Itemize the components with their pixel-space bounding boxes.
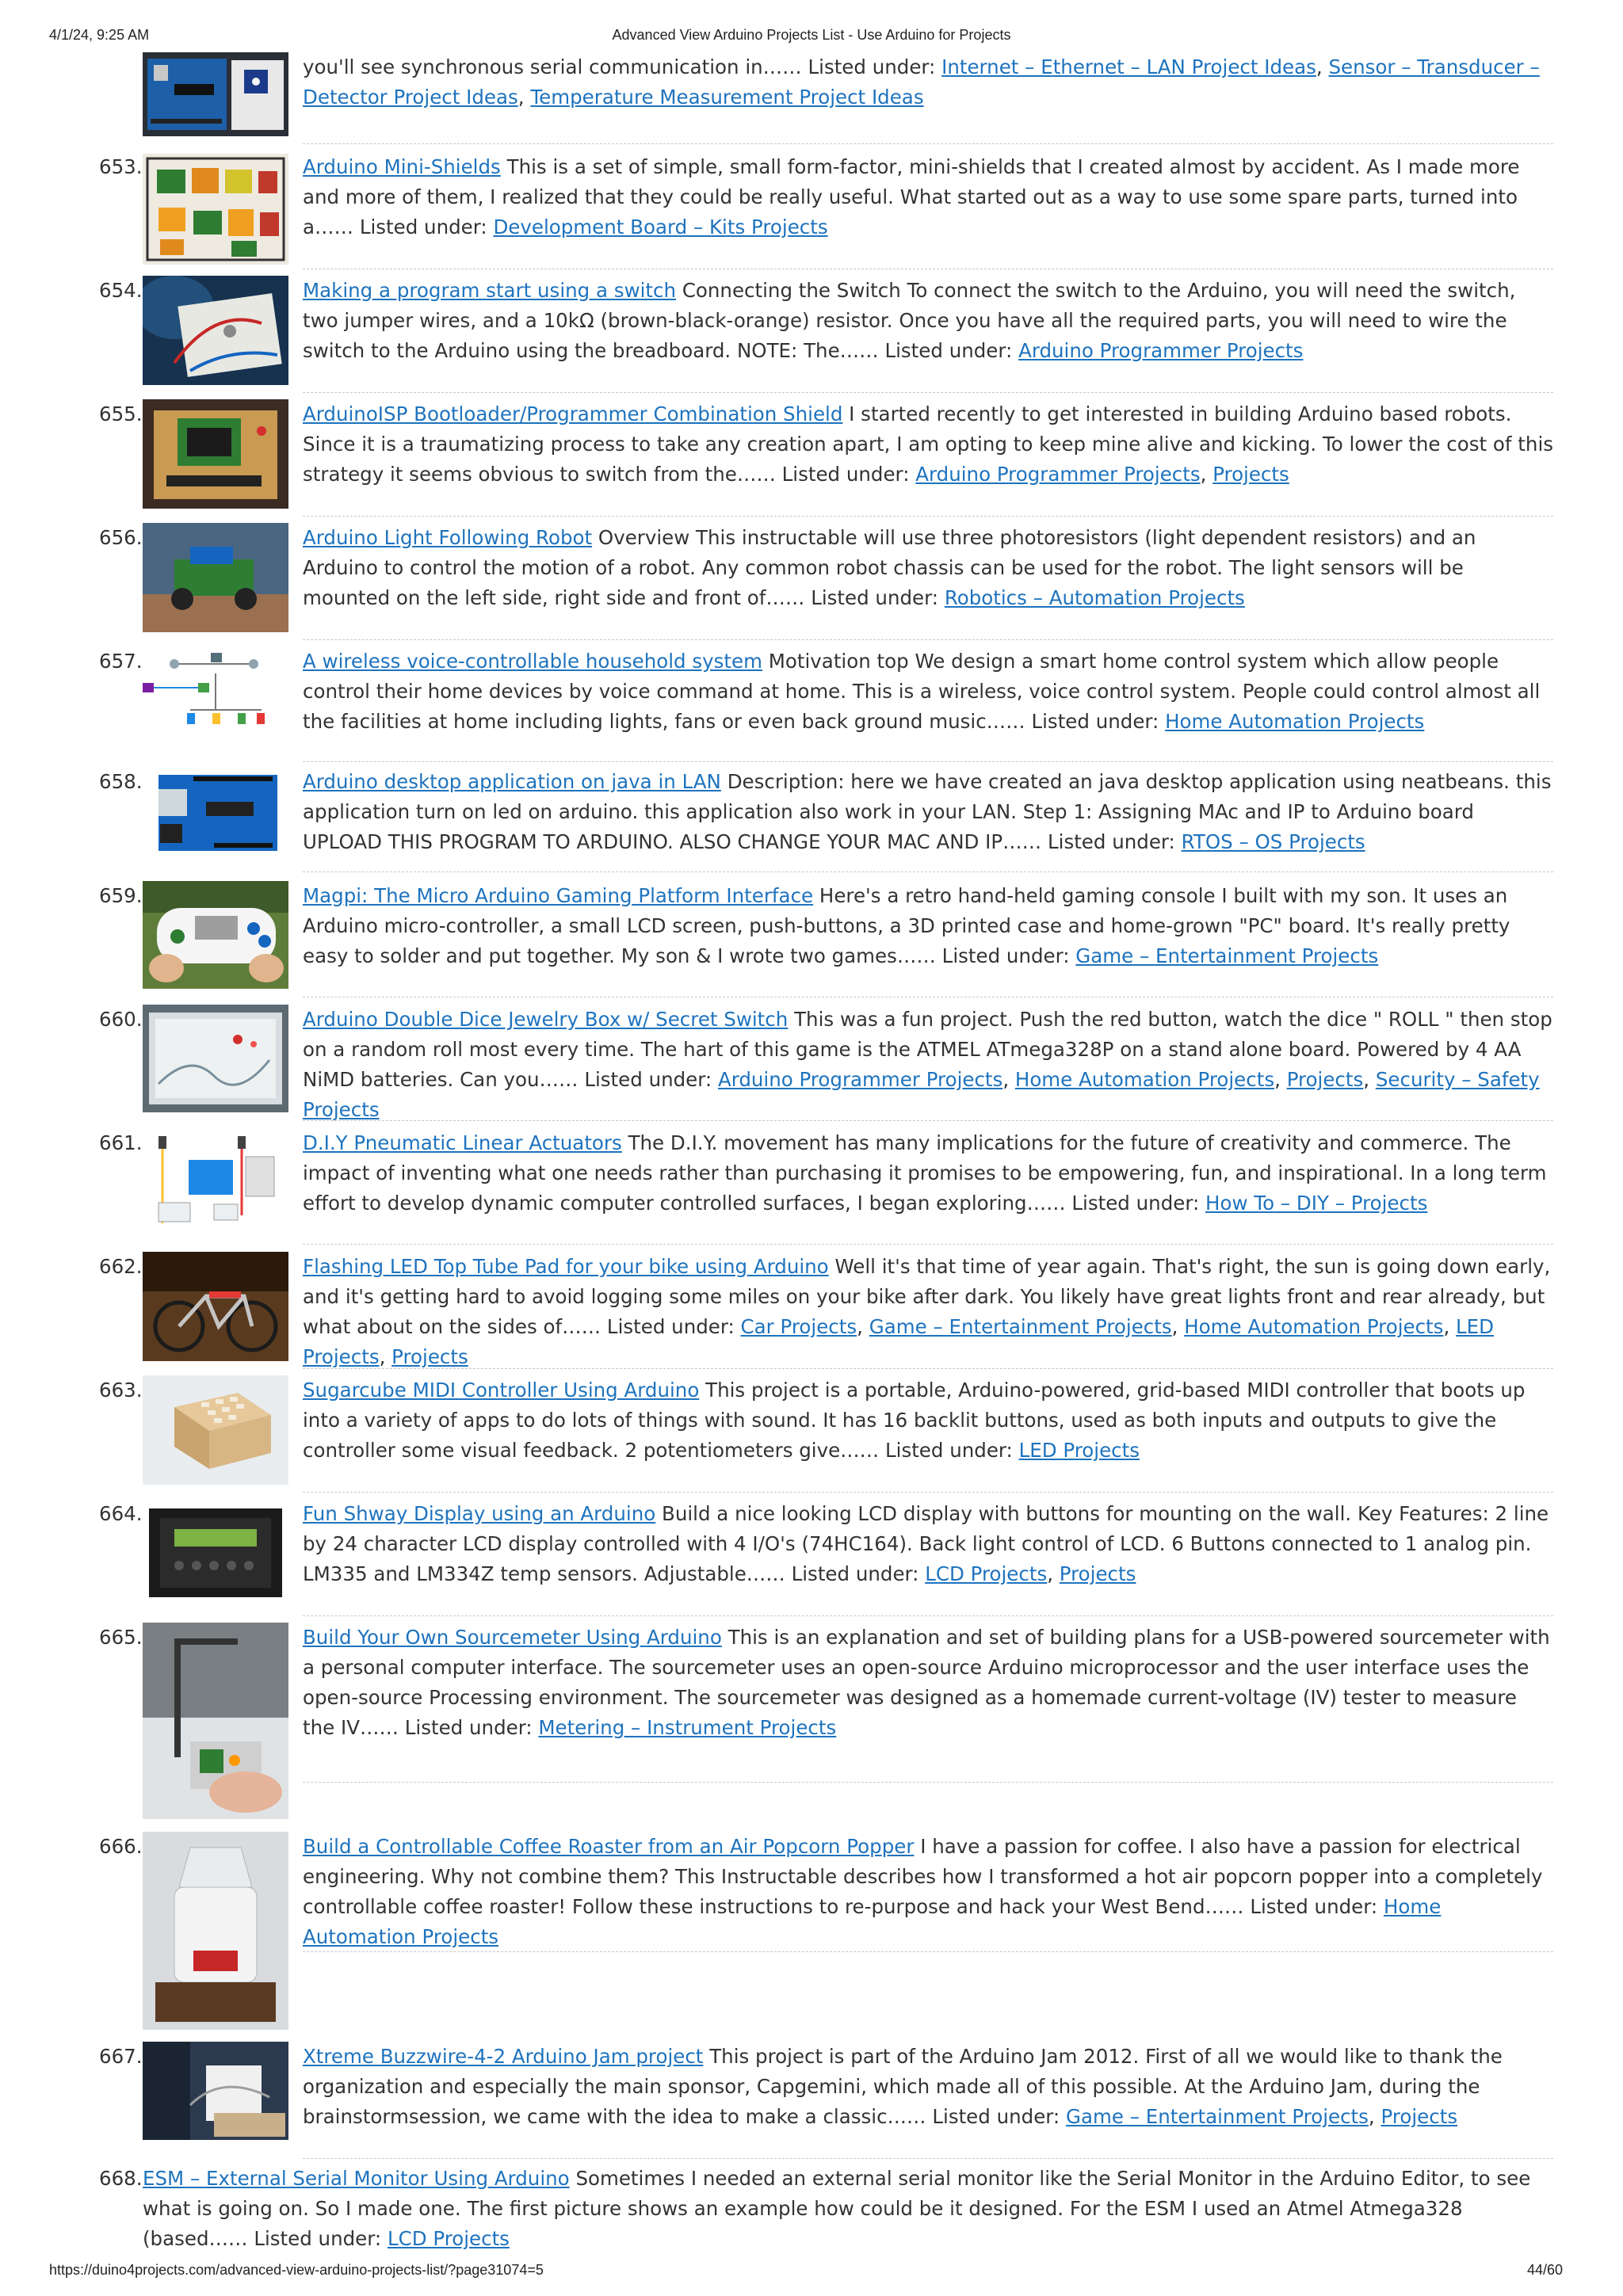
category-link[interactable]: Arduino Programmer Projects bbox=[717, 1068, 1003, 1091]
print-datetime: 4/1/24, 9:25 AM bbox=[49, 27, 150, 43]
entry-text bbox=[303, 1128, 1553, 1219]
category-link[interactable]: Security – Safety Projects bbox=[303, 1068, 1540, 1121]
category-link[interactable]: Home Automation Projects bbox=[1165, 710, 1425, 733]
entry-number: 655. bbox=[99, 402, 143, 425]
category-link[interactable]: Car Projects bbox=[740, 1315, 857, 1338]
divider bbox=[303, 1615, 1553, 1616]
project-thumbnail[interactable] bbox=[143, 646, 288, 745]
entry-text bbox=[303, 1832, 1553, 1952]
entry-number: 663. bbox=[99, 1379, 143, 1402]
divider bbox=[303, 1120, 1553, 1121]
divider bbox=[303, 2158, 1553, 2159]
project-title-link[interactable]: Flashing LED Top Tube Pad for your bike using Arduino bbox=[303, 1255, 829, 1278]
entry-number: 658. bbox=[99, 770, 143, 793]
entry-number: 661. bbox=[99, 1131, 143, 1154]
project-title-link[interactable]: ESM – External Serial Monitor Using Arduino bbox=[143, 2167, 570, 2190]
category-link[interactable]: Game – Entertainment Projects bbox=[1075, 944, 1379, 967]
project-thumbnail[interactable] bbox=[143, 1832, 288, 2030]
listed-under-label: Listed under: bbox=[884, 339, 1013, 362]
category-link[interactable]: Arduino Programmer Projects bbox=[915, 463, 1201, 486]
listed-under-label: Listed under: bbox=[884, 1439, 1013, 1462]
category-link[interactable]: LED Projects bbox=[1018, 1439, 1140, 1462]
project-thumbnail[interactable] bbox=[143, 1128, 288, 1234]
entry-text: Xtreme Buzzwire-4-2 Arduino Jam project This project is part of the Arduino Jam 2012. First of all we would like to thank the organization and especially the main sponsor, Capgemini, which made all of this possible. At the Arduino Jam, during the brainstormsession, we came with the idea to make a classic…… Listed under: Game – Entertainment Projects, Projects bbox=[303, 2045, 1503, 2128]
listed-under-label: Listed under: bbox=[404, 1716, 533, 1739]
project-thumbnail[interactable] bbox=[143, 1623, 288, 1819]
category-link[interactable]: Home Automation Projects bbox=[303, 1895, 1442, 1948]
category-link[interactable]: Internet – Ethernet – LAN Project Ideas bbox=[941, 55, 1316, 78]
entry-text bbox=[303, 1623, 1553, 1743]
print-url: https://duino4projects.com/advanced-view-arduino-projects-list/?page31074=5 bbox=[49, 2262, 544, 2278]
project-title-link[interactable]: Arduino Light Following Robot bbox=[303, 526, 593, 549]
divider bbox=[303, 639, 1553, 640]
category-link[interactable]: Temperature Measurement Project Ideas bbox=[530, 86, 924, 109]
project-thumbnail[interactable] bbox=[143, 276, 288, 385]
project-thumbnail[interactable] bbox=[143, 1005, 288, 1112]
project-thumbnail[interactable] bbox=[143, 1252, 288, 1361]
project-title-link[interactable]: Build Your Own Sourcemeter Using Arduino bbox=[303, 1626, 722, 1649]
category-link[interactable]: Game – Entertainment Projects bbox=[869, 1315, 1172, 1338]
entry-text: Fun Shway Display using an Arduino Build a nice looking LCD display with buttons for mounting on the wall. Key Features: 2 line by 24 character LCD display controlled with 4 I/O's (74HC164). Back light control of LCD. 6 Buttons connected to 1 analog pin. LM335 and LM334Z temp sensors. Adjustable…… Listed under: LCD Projects, Projects bbox=[303, 1502, 1549, 1585]
listed-under-label: Listed under: bbox=[1250, 1895, 1378, 1918]
entry-text bbox=[303, 767, 1553, 857]
divider bbox=[303, 516, 1553, 517]
entry-description: Build a nice looking LCD display with buttons for mounting on the wall. Key Features: 2 line by 24 character LCD display controlled with 4 I/O's (74HC164). Back light control of LCD. 6 Buttons connected to 1 analog pin. LM335 and LM334Z temp sensors. Adjustable…… bbox=[303, 1502, 1549, 1585]
category-link[interactable]: Home Automation Projects bbox=[1014, 1068, 1275, 1091]
project-title-link[interactable]: Arduino desktop application on java in LAN bbox=[303, 770, 721, 793]
project-title-link[interactable]: A wireless voice-controllable household system bbox=[303, 650, 762, 673]
project-title-link[interactable]: Magpi: The Micro Arduino Gaming Platform Interface bbox=[303, 884, 814, 907]
page-indicator: 44/60 bbox=[1526, 2262, 1563, 2278]
project-title-link[interactable]: Arduino Double Dice Jewelry Box w/ Secret Switch bbox=[303, 1008, 789, 1031]
listed-under-label: Listed under: bbox=[808, 55, 936, 78]
category-link[interactable]: Development Board – Kits Projects bbox=[493, 215, 828, 238]
category-link[interactable]: Projects bbox=[1059, 1562, 1136, 1585]
listed-under-label: Listed under: bbox=[811, 586, 939, 609]
entry-description: Overview This instructable will use three photoresistors (light dependent resistors) and an Arduino to control the motion of a robot. Any common robot chassis can be used for the robot. The light sensors will be mounted on the left side, right side and front of…… bbox=[303, 526, 1476, 609]
divider bbox=[303, 761, 1553, 762]
entry-text bbox=[303, 1375, 1553, 1466]
project-title-link[interactable]: ArduinoISP Bootloader/Programmer Combination Shield bbox=[303, 402, 843, 425]
entry-number: 657. bbox=[99, 650, 143, 673]
entry-description: Here's a retro hand-held gaming console I built with my son. It uses an Arduino micro-controller, a small LCD screen, push-buttons, a 3D printed case and home-grown "PC" board. It's really pretty easy to solder and put together. My son & I wrote two games…… bbox=[303, 884, 1510, 967]
listed-under-label: Listed under: bbox=[932, 2105, 1060, 2128]
entry-number: 656. bbox=[99, 526, 143, 549]
listed-under-label: Listed under: bbox=[781, 463, 910, 486]
entry-description: Sometimes I needed an external serial monitor like the Serial Monitor in the Arduino Editor, to see what is going on. So I made one. The first picture shows an example how could be it designed. For the ESM I used an Atmel Atmega328 (based…… bbox=[143, 2167, 1531, 2250]
entry-number: 666. bbox=[99, 1835, 143, 1858]
divider bbox=[303, 1492, 1553, 1493]
entry-text bbox=[303, 646, 1553, 737]
listed-under-label: Listed under: bbox=[254, 2227, 382, 2250]
entry-description: This is a set of simple, small form-factor, mini-shields that I created almost by accident. As I made more and more of them, I realized that they could be really useful. What started out as a way to use some spare parts, turned into a…… bbox=[303, 155, 1520, 238]
entry-number: 654. bbox=[99, 279, 143, 302]
entry-description: you'll see synchronous serial communication in…… bbox=[303, 55, 802, 78]
category-link[interactable]: Metering – Instrument Projects bbox=[538, 1716, 837, 1739]
category-link[interactable]: Home Automation Projects bbox=[1184, 1315, 1444, 1338]
project-title-link[interactable]: Sugarcube MIDI Controller Using Arduino bbox=[303, 1379, 700, 1402]
entry-description: I started recently to get interested in building Arduino based robots. Since it is a traumatizing process to take any creation apart, I am opting to keep mine alive and kicking. To lower the cost of this strategy it seems obvious to switch from the…… bbox=[303, 402, 1554, 486]
project-thumbnail[interactable] bbox=[143, 2042, 288, 2140]
entry-description: Description: here we have created an java desktop application using neatbeans. this application turn on led on arduino. this application also work in your LAN. Step 1: Assigning MAc and IP to Arduino board UPLOAD THIS PROGRAM TO ARDUINO. ALSO CHANGE YOUR MAC AND IP…… bbox=[303, 770, 1552, 853]
entry-description: Connecting the Switch To connect the switch to the Arduino, you will need the switch, two jumper wires, and a 10kΩ (brown-black-orange) resistor. Once you have all the required parts, you will need to wire the switch to the Arduino using the breadboard. NOTE: The…… bbox=[303, 279, 1516, 362]
entry-number: 659. bbox=[99, 884, 143, 907]
category-link[interactable]: Projects bbox=[391, 1345, 468, 1368]
print-page-title: Advanced View Arduino Projects List - Use Arduino for Projects bbox=[612, 27, 1011, 43]
entry-description: This project is a portable, Arduino-powered, grid-based MIDI controller that boots up into a variety of apps to do lots of things with sound. It has 16 backlit buttons, used as both inputs and outputs to give the controller some visual feedback. 2 potentiometers give…… bbox=[303, 1379, 1526, 1462]
entry-description: Well it's that time of year again. That's right, the sun is going down early, and it's getting hard to avoid logging some miles on your bike after dark. You likely have great lights front and rear already, but what about on the sides of…… bbox=[303, 1255, 1551, 1338]
entry-number: 667. bbox=[99, 2045, 143, 2068]
entry-text: ArduinoISP Bootloader/Programmer Combination Shield I started recently to get interested in building Arduino based robots. Since it is a traumatizing process to take any creation apart, I am opting to keep mine alive and kicking. To lower the cost of this strategy it seems obvious to switch from the…… Listed under: Arduino Programmer Projects, Projects bbox=[303, 402, 1554, 486]
listed-under-label: Listed under: bbox=[941, 944, 1070, 967]
entry-text bbox=[303, 152, 1553, 242]
entry-description: I have a passion for coffee. I also have a passion for electrical engineering. Why not combine them? This Instructable describes how I transformed a hot air popcorn popper into a completely controllable coffee roaster! Follow these instructions to re-purpose and hack your West Bend…… bbox=[303, 1835, 1543, 1918]
project-thumbnail[interactable] bbox=[143, 523, 288, 632]
divider bbox=[303, 1951, 1553, 1952]
category-link[interactable]: LCD Projects bbox=[387, 2227, 510, 2250]
entry-description: This was a fun project. Push the red button, watch the dice " ROLL " then stop on a random roll most every time. The hart of this game is the ATMEL ATmega328P on a stand alone board. Powered by 4 AA NiMD batteries. Can you…… bbox=[303, 1008, 1552, 1091]
project-title-link[interactable]: Fun Shway Display using an Arduino bbox=[303, 1502, 656, 1525]
category-link[interactable]: LCD Projects bbox=[925, 1562, 1048, 1585]
listed-under-label: Listed under: bbox=[359, 215, 487, 238]
project-thumbnail[interactable] bbox=[143, 399, 288, 509]
entry-text: Arduino Double Dice Jewelry Box w/ Secret Switch This was a fun project. Push the red button, watch the dice " ROLL " then stop on a random roll most every time. The hart of this game is the ATMEL ATmega328P on a stand alone board. Powered by 4 AA NiMD batteries. Can you…… Listed under: Arduino Programmer Projects, Home Automation Projects, Projects, Security – Safety Projects bbox=[303, 1008, 1552, 1121]
entry-number: 653. bbox=[99, 155, 143, 178]
project-thumbnail[interactable] bbox=[143, 1375, 288, 1485]
category-link[interactable]: Projects bbox=[1381, 2105, 1458, 2128]
entry-text bbox=[143, 2164, 1553, 2254]
category-link[interactable]: Sensor – Transducer – Detector Project Ideas bbox=[303, 55, 1540, 109]
divider bbox=[303, 143, 1553, 144]
category-link[interactable]: Robotics – Automation Projects bbox=[944, 586, 1245, 609]
entry-text: you'll see synchronous serial communication in…… Listed under: Internet – Ethernet – LAN Project Ideas, Sensor – Transducer – Detector Project Ideas, Temperature Measurement Project Ideas bbox=[303, 55, 1540, 109]
divider bbox=[303, 1368, 1553, 1369]
listed-under-label: Listed under: bbox=[1047, 830, 1175, 853]
entry-text bbox=[303, 523, 1553, 613]
listed-under-label: Listed under: bbox=[791, 1562, 919, 1585]
category-link[interactable]: Projects bbox=[1286, 1068, 1364, 1091]
project-thumbnail[interactable] bbox=[143, 767, 288, 859]
project-thumbnail[interactable] bbox=[143, 881, 288, 989]
entry-number: 668. bbox=[99, 2167, 143, 2190]
entry-number: 660. bbox=[99, 1008, 143, 1031]
entry-text bbox=[303, 881, 1553, 971]
listed-under-label: Listed under: bbox=[606, 1315, 735, 1338]
listed-under-label: Listed under: bbox=[1071, 1192, 1200, 1215]
divider bbox=[303, 1244, 1553, 1245]
category-link[interactable]: LED Projects bbox=[303, 1315, 1495, 1368]
entry-text: Flashing LED Top Tube Pad for your bike using Arduino Well it's that time of year again. That's right, the sun is going down early, and it's getting hard to avoid logging some miles on your bike after dark. You likely have great lights front and rear already, but what about on the sides of…… Listed under: Car Projects, Game – Entertainment Projects, Home Automation Projects, LED Projects, Projects bbox=[303, 1255, 1551, 1368]
project-title-link[interactable]: Making a program start using a switch bbox=[303, 279, 677, 302]
divider bbox=[303, 1782, 1553, 1783]
divider bbox=[303, 871, 1553, 872]
project-title-link[interactable]: D.I.Y Pneumatic Linear Actuators bbox=[303, 1131, 622, 1154]
project-title-link[interactable]: Arduino Mini-Shields bbox=[303, 155, 501, 178]
category-link[interactable]: Game – Entertainment Projects bbox=[1065, 2105, 1369, 2128]
project-thumbnail[interactable] bbox=[143, 52, 288, 136]
entry-description: The D.I.Y. movement has many implications for the future of creativity and commerce. The impact of inventing what one needs rather than purchasing it promises to be empowering, fun, and inspirational. In a long term effort to develop dynamic computer controlled surfaces, I began exploring…… bbox=[303, 1131, 1547, 1215]
project-thumbnail[interactable] bbox=[143, 1499, 288, 1608]
listed-under-label: Listed under: bbox=[1031, 710, 1159, 733]
category-link[interactable]: RTOS – OS Projects bbox=[1181, 830, 1365, 853]
entry-description: This is an explanation and set of building plans for a USB-powered sourcemeter with a personal computer interface. The sourcemeter uses an open-source Arduino microprocessor and the user interface uses the open-source Processing environment. The sourcemeter was designed as a homemade current-voltage (IV) tester to measure the IV…… bbox=[303, 1626, 1550, 1739]
print-header bbox=[0, 27, 1623, 46]
listed-under-label: Listed under: bbox=[584, 1068, 712, 1091]
entry-text bbox=[303, 276, 1553, 366]
entry-number: 664. bbox=[99, 1502, 143, 1525]
divider bbox=[303, 392, 1553, 393]
entry-description: This project is part of the Arduino Jam 2012. First of all we would like to thank the organization and especially the main sponsor, Capgemini, which made all of this possible. At the Arduino Jam, during the brainstormsession, we came with the idea to make a classic…… bbox=[303, 2045, 1503, 2128]
entry-description: Motivation top We design a smart home control system which allow people control their home devices by voice command at home. This is a wireless, voice control system. People could control almost all the facilities at home including lights, fans or even back ground music…… bbox=[303, 650, 1541, 733]
entry-number: 665. bbox=[99, 1626, 143, 1649]
category-link[interactable]: Projects bbox=[1212, 463, 1289, 486]
category-link[interactable]: How To – DIY – Projects bbox=[1205, 1192, 1428, 1215]
project-title-link[interactable]: Build a Controllable Coffee Roaster from an Air Popcorn Popper bbox=[303, 1835, 915, 1858]
project-title-link[interactable]: Xtreme Buzzwire-4-2 Arduino Jam project bbox=[303, 2045, 704, 2068]
category-link[interactable]: Arduino Programmer Projects bbox=[1018, 339, 1304, 362]
project-thumbnail[interactable] bbox=[143, 154, 288, 265]
entry-number: 662. bbox=[99, 1255, 143, 1278]
